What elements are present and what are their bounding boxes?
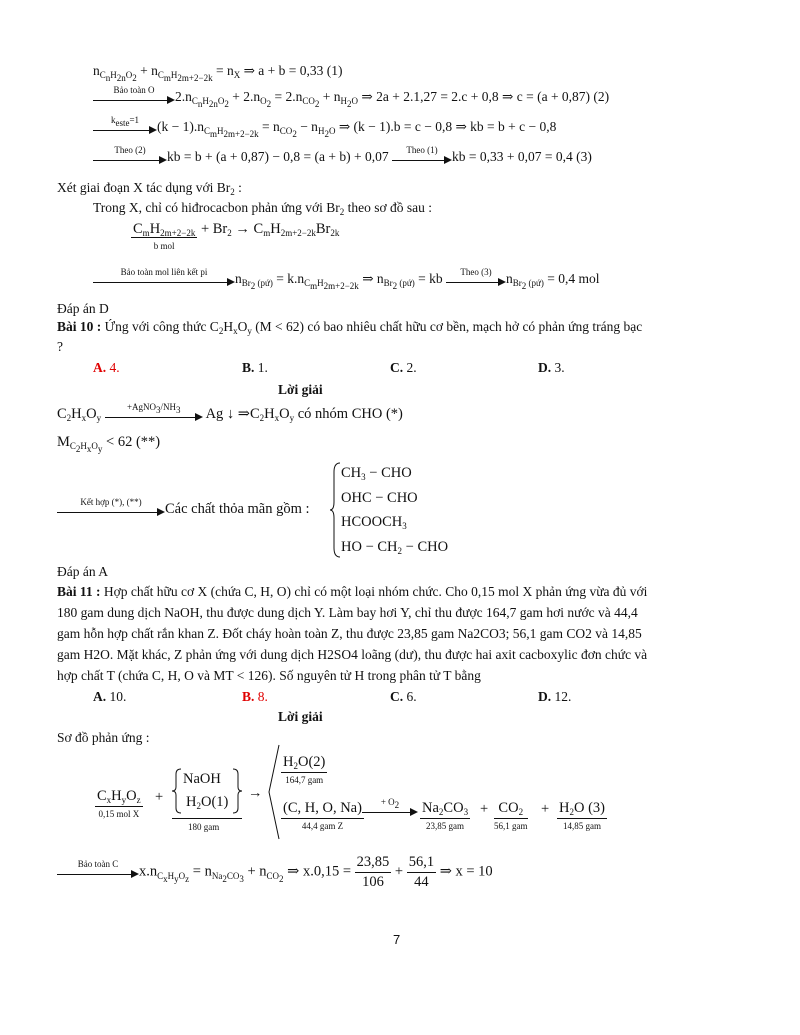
q10-compound-3: $HCOOCH_3$: [341, 514, 407, 531]
q11-z-formula: (C, H, O, Na): [281, 799, 364, 819]
q11-option-b-letter: B.: [242, 689, 255, 704]
equation-2: Bảo toàn O $2.n_{C_nH_{2n}O_2} + 2.n_{O_2} = 2.n_{CO_2} + n_{H_2O}$ ⇒ 2a + 2.1,27 = 2.c + 0,8 ⇒ c = (a + 0,87) (2): [93, 88, 609, 107]
q10-option-c-letter: C.: [390, 360, 404, 375]
br2-reaction: $C_mH_{2m+2-2k}$ b mol + $Br_2 \to C_mH_{2m+2-2k}Br_{2k}$: [133, 221, 340, 251]
br2-arrow-label: Bảo toàn mol liên kết pi: [120, 266, 208, 277]
q11-option-d-value: 12.: [554, 689, 572, 704]
question-11-line3: gam hỗn hợp chất rắn khan Z. Đốt cháy hoàn toàn Z, thu được 23,85 gam Na2CO3; 56,1 gam CO2 và 14,85: [57, 626, 642, 641]
q10-answer: Đáp án A: [57, 564, 108, 579]
q11-fraction-2: [407, 853, 436, 892]
equation-4-result: kb = 0,33 + 0,07 = 0,4 (3): [452, 149, 592, 164]
br2-line2-tail: theo sơ đồ sau :: [344, 200, 433, 215]
equation-2-arrow: [93, 84, 175, 107]
q11-reactant-x: $C_xH_yO_z$ 0,15 mol X: [97, 788, 141, 819]
equation-3-arrow: $k_{este}=1$: [93, 119, 157, 137]
br2-arrow: [93, 266, 235, 289]
br2-arrow2-label: Theo (3): [460, 266, 492, 277]
q11-option-b-value: 8.: [257, 689, 268, 704]
question-10-text-b: (M < 62) có bao nhiêu chất hữu cơ bền, mạch hở có phản ứng tráng bạc: [251, 319, 643, 334]
hydrocarbon-reactant: $C_mH_{2m+2-2k}$ b mol: [133, 221, 196, 251]
question-10-line1: Bài 10 : Ứng với công thức $C_2H_xO_y$ (M < 62) có bao nhiêu chất hữu cơ bền, mạch hở có phản ứng tráng bạc: [57, 319, 643, 336]
question-10-title: Bài 10 :: [57, 319, 102, 334]
q11-plus-2: +: [480, 801, 489, 817]
q11-naoh-underline: [172, 818, 242, 819]
question-10-text-a: Ứng với công thức C: [104, 319, 219, 334]
equation-1-result: ⇒ a + b = 0,33 (1): [243, 63, 343, 78]
q11-bt-c-label: Bảo toàn C: [77, 859, 119, 870]
q10-solution-line1: $C_2H_xO_y$ $+AgNO_3/NH_3$ Ag ↓ $\Rightarrow C_2H_xO_y$ có nhóm CHO (*): [57, 401, 403, 423]
br2-intro-text: Xét giai đoạn X tác dụng với Br: [57, 180, 231, 195]
br2-line2: Trong X, chỉ có hiđrocacbon phản ứng với $Br_2$ theo sơ đồ sau :: [93, 200, 433, 217]
question-11-line4: gam H2O. Mặt khác, Z phản ứng với dung dịch H2SO4 loãng (dư), thu được hai axit cacboxylic đơn chức và: [57, 647, 648, 662]
q11-h2o-1: $H_2O(1)$: [186, 794, 229, 811]
q11-option-c-letter: C.: [390, 689, 404, 704]
q11-fraction-2-num: 56,1: [407, 853, 436, 873]
q10-option-a[interactable]: [93, 359, 120, 377]
q11-option-a[interactable]: [93, 688, 126, 706]
page-number: 7: [393, 932, 401, 947]
question-10-line2: ?: [57, 339, 63, 354]
q10-combine-arrow: [57, 496, 165, 519]
q11-carbon-conservation: Bảo toàn C $x.n_{C_xH_yO_z} = n_{Na_2CO_3} + n_{CO_2}$ ⇒ x.0,15 = $\frac{23,85}{106}$ + $\frac{56,1}{44}$ ⇒ x = 10: [57, 853, 493, 892]
q11-fraction-2-den: 44: [414, 873, 429, 890]
equation-4-arrow: [93, 144, 167, 167]
q11-option-b[interactable]: [242, 688, 268, 706]
q11-solution-heading: Lời giải: [278, 709, 323, 724]
q10-option-b-value: 1.: [257, 360, 268, 375]
br2-intro-tail: :: [234, 180, 242, 195]
q11-naoh: NaOH: [183, 771, 221, 787]
q11-option-d[interactable]: [538, 688, 571, 706]
equation-1-rhs: = n: [215, 63, 234, 78]
q11-z-mixture: [281, 799, 364, 833]
q11-h2o-3: $H_2O$ (3) 14,85 gam: [559, 800, 605, 831]
q11-naoh-brace-left: [172, 768, 182, 814]
equation-4-arrow2-label: Theo (1): [406, 144, 438, 155]
q10-combine: [57, 496, 310, 519]
question-11-line1-text: Hợp chất hữu cơ X (chứa C, H, O) chỉ có một loại nhóm chức. Cho 0,15 mol X phản ứng vừa đủ với: [103, 584, 648, 599]
q11-option-d-letter: D.: [538, 689, 552, 704]
equation-1: $n_{C_nH_{2n}O_2} + n_{C_mH_{2m+2-2k}} = n_X$ ⇒ a + b = 0,33 (1): [93, 63, 343, 83]
q11-fraction-1: [355, 853, 392, 892]
q11-fraction-1-num: 23,85: [355, 853, 392, 873]
q10-combine-label: Kết hợp (*), (**): [80, 496, 142, 507]
answer-prev: Đáp án D: [57, 301, 109, 316]
equation-3-result: ⇒ (k − 1).b = c − 0,8 ⇒ kb = b + c − 0,8: [338, 119, 557, 134]
q11-z-note: 44,4 gam Z: [301, 820, 344, 831]
q10-option-c[interactable]: [390, 359, 417, 377]
br2-arrow2: [446, 266, 506, 289]
q10-solution-heading: Lời giải: [278, 382, 323, 397]
equation-4-mid: kb = b + (a + 0,87) − 0,8 = (a + b) + 0,07: [167, 149, 389, 164]
equation-3: $k_{este}=1$ $(k - 1).n_{C_mH_{2m+2-2k}} = n_{CO_2} - n_{H_2O}$ ⇒ (k − 1).b = c − 0,8 ⇒ kb = b + c − 0,8: [93, 118, 556, 137]
q11-option-a-letter: A.: [93, 689, 107, 704]
br2-intro: Xét giai đoạn X tác dụng với $Br_2$ :: [57, 180, 242, 197]
q11-fraction-1-den: 106: [362, 873, 384, 890]
q10-option-a-value: 4.: [109, 360, 120, 375]
question-11-line1: [57, 583, 647, 601]
equation-2-arrow-label: Bảo toàn O: [113, 84, 155, 95]
equation-4-arrow-label: Theo (2): [114, 144, 146, 155]
q11-arrow-main: →: [248, 785, 263, 801]
question-11-line2: 180 gam dung dịch NaOH, thu được dung dịch Y. Làm bay hơi Y, chỉ thu được 164,7 gam hơi nước và 44,4: [57, 605, 638, 620]
q10-compound-4: HO − $CH_2$ − CHO: [341, 539, 449, 556]
q11-plus-3: +: [541, 801, 550, 817]
q11-h2o-2: $H_2O(2)$ 164,7 gam: [283, 754, 326, 785]
q11-bt-c-arrow: [57, 859, 139, 881]
q11-co2: $CO_2$ 56,1 gam: [494, 800, 528, 831]
q11-naoh-brace-right: [232, 768, 242, 814]
q11-products-brace: [268, 744, 280, 840]
q10-option-c-value: 2.: [406, 360, 417, 375]
q10-option-d-value: 3.: [554, 360, 565, 375]
equation-3-arrow-label: k: [110, 114, 116, 125]
q11-o2-arrow-wrap: [362, 796, 418, 819]
q10-compound-2: OHC − CHO: [341, 490, 418, 506]
br2-under-note: b mol: [153, 240, 175, 251]
q10-option-b[interactable]: [242, 359, 268, 377]
q11-h2o2-note: 164,7 gam: [285, 774, 324, 785]
q10-solution-line2: $M_{C_2H_xO_y} < 62$ (**): [57, 434, 161, 454]
q11-naoh-note: 180 gam: [188, 822, 220, 832]
equation-2-result: ⇒ 2a + 2.1,27 = 2.c + 0,8 ⇒ c = (a + 0,87) (2): [361, 89, 610, 104]
br2-conservation: Bảo toàn mol liên kết pi $n_{Br_2 (pứ)} = k.n_{C_mH_{2m+2-2k}}$ ⇒ $n_{Br_2 (pứ)}$ = kb Theo (3) $n_{Br_2 (pứ)} = 0,4$ mol: [93, 270, 600, 289]
equation-4: [93, 144, 592, 167]
q10-option-d-letter: D.: [538, 360, 552, 375]
br2-line2-text: Trong X, chỉ có hiđrocacbon phản ứng với Br: [93, 200, 340, 215]
q10-solution-line1-tail: có nhóm CHO (*): [297, 406, 403, 422]
q10-option-d[interactable]: [538, 359, 565, 377]
q11-final-result: ⇒ x = 10: [439, 863, 493, 880]
q11-plus-1: +: [155, 789, 164, 805]
q10-compound-1: $CH_3$ − CHO: [341, 465, 412, 482]
q11-h2o3-note: 14,85 gam: [563, 820, 601, 831]
q10-option-b-letter: B.: [242, 360, 255, 375]
br2-result: = 0,4 mol: [547, 271, 600, 286]
q11-option-c[interactable]: [390, 688, 417, 706]
question-11-line5: hợp chất T (chứa C, H, O và MT < 126). Số nguyên tử H trong phân tử T bằng: [57, 668, 481, 683]
equation-4-arrow2: [392, 144, 452, 167]
q11-na2co3-note: 23,85 gam: [426, 820, 465, 831]
q11-x-note: 0,15 mol X: [98, 808, 140, 819]
q10-option-a-letter: A.: [93, 360, 107, 375]
q10-agno3-arrow: $+AgNO_3/NH_3$: [105, 406, 203, 424]
q11-o2-arrow: + $O_2$: [362, 801, 418, 819]
q11-scheme-title: Sơ đồ phản ứng :: [57, 730, 150, 745]
q11-co2-note: 56,1 gam: [494, 820, 528, 831]
q10-combine-text: Các chất thỏa mãn gồm :: [165, 501, 310, 517]
question-11-title: Bài 11 :: [57, 584, 101, 599]
q11-option-c-value: 6.: [406, 689, 417, 704]
q10-solution-line2-tail: < 62 (**): [106, 434, 161, 450]
q11-na2co3: $Na_2CO_3$ 23,85 gam: [422, 800, 469, 831]
q11-option-a-value: 10.: [109, 689, 127, 704]
